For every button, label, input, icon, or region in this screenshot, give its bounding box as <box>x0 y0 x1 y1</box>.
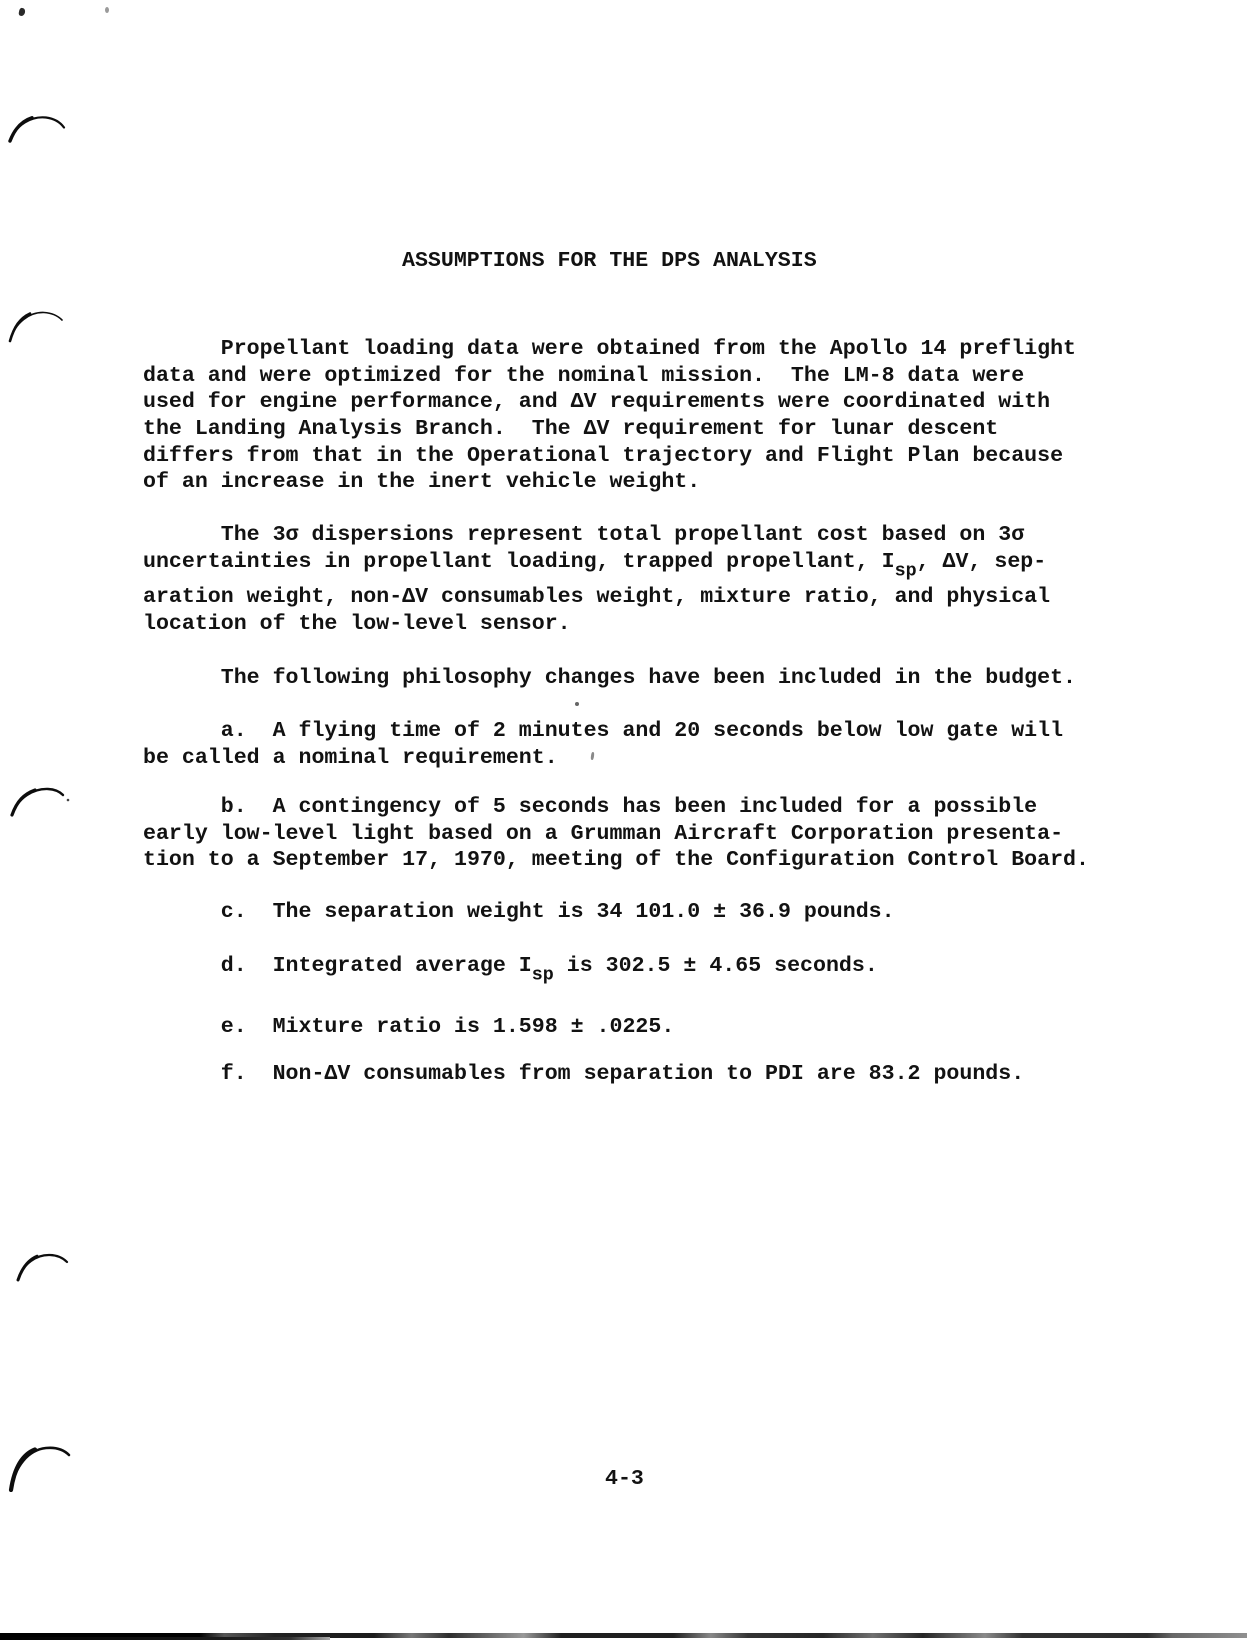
text-line <box>143 549 1050 585</box>
list-item-b <box>143 794 1089 874</box>
text-line: of an increase in the inert vehicle weight. <box>143 470 701 495</box>
scan-speck <box>18 7 26 16</box>
text-line: a. A flying time of 2 minutes and 20 seconds below low gate will <box>143 719 1064 743</box>
list-item-f <box>143 1061 1024 1088</box>
text-line: tion to a September 17, 1970, meeting of the Configuration Control Board. <box>143 848 1089 873</box>
scan-speck <box>105 7 109 13</box>
text-line: be called a nominal requirement. <box>143 745 558 770</box>
text-line: differs from that in the Operational trajectory and Flight Plan because <box>143 443 1064 468</box>
text-line: data and were optimized for the nominal mission. The LM-8 data were <box>143 363 1025 388</box>
page-title: ASSUMPTIONS FOR THE DPS ANALYSIS <box>402 249 817 273</box>
binder-ring-mark <box>16 1252 70 1282</box>
list-item-a <box>143 718 1063 771</box>
text-line <box>143 953 878 989</box>
text-line: e. Mixture ratio is 1.598 ± .0225. <box>143 1015 675 1039</box>
text-line: b. A contingency of 5 seconds has been included for a possible <box>143 795 1038 819</box>
text-segment: d. Integrated average I <box>143 954 532 978</box>
text-line: The following philosophy changes have been included in the budget. <box>143 666 1077 690</box>
paragraph-intro <box>143 336 1076 496</box>
binder-ring-mark <box>8 308 64 344</box>
text-line: the Landing Analysis Branch. The ΔV requirement for lunar descent <box>143 417 999 442</box>
text-line: used for engine performance, and ΔV requirements were coordinated with <box>143 390 1051 415</box>
list-item-c <box>143 899 895 926</box>
text-segment: , ΔV, sep- <box>916 549 1047 574</box>
text-line: c. The separation weight is 34 101.0 ± 36.9 pounds. <box>143 900 895 924</box>
text-line: aration weight, non-ΔV consumables weight, mixture ratio, and physical <box>143 585 1051 610</box>
text-line: early low-level light based on a Grumman Aircraft Corporation presenta- <box>143 821 1064 846</box>
binder-ring-mark <box>10 786 72 818</box>
scan-speck <box>575 702 579 706</box>
binder-ring-mark <box>8 1444 74 1492</box>
text-segment: uncertainties in propellant loading, trapped propellant, I <box>143 549 895 574</box>
list-item-e <box>143 1014 674 1041</box>
text-line: f. Non-ΔV consumables from separation to PDI are 83.2 pounds. <box>143 1062 1025 1086</box>
text-line: location of the low-level sensor. <box>143 612 571 637</box>
subscript-sp: sp <box>531 964 554 986</box>
paragraph-dispersions <box>143 522 1050 638</box>
binder-ring-mark <box>8 114 66 144</box>
list-item-d <box>143 953 878 989</box>
page-number: 4-3 <box>605 1467 644 1491</box>
text-line: Propellant loading data were obtained from the Apollo 14 preflight <box>143 337 1077 361</box>
text-line: The 3σ dispersions represent total propellant cost based on 3σ <box>143 523 1025 547</box>
paragraph-philosophy <box>143 665 1076 692</box>
text-segment: is 302.5 ± 4.65 seconds. <box>553 954 878 978</box>
subscript-sp: sp <box>894 559 917 581</box>
